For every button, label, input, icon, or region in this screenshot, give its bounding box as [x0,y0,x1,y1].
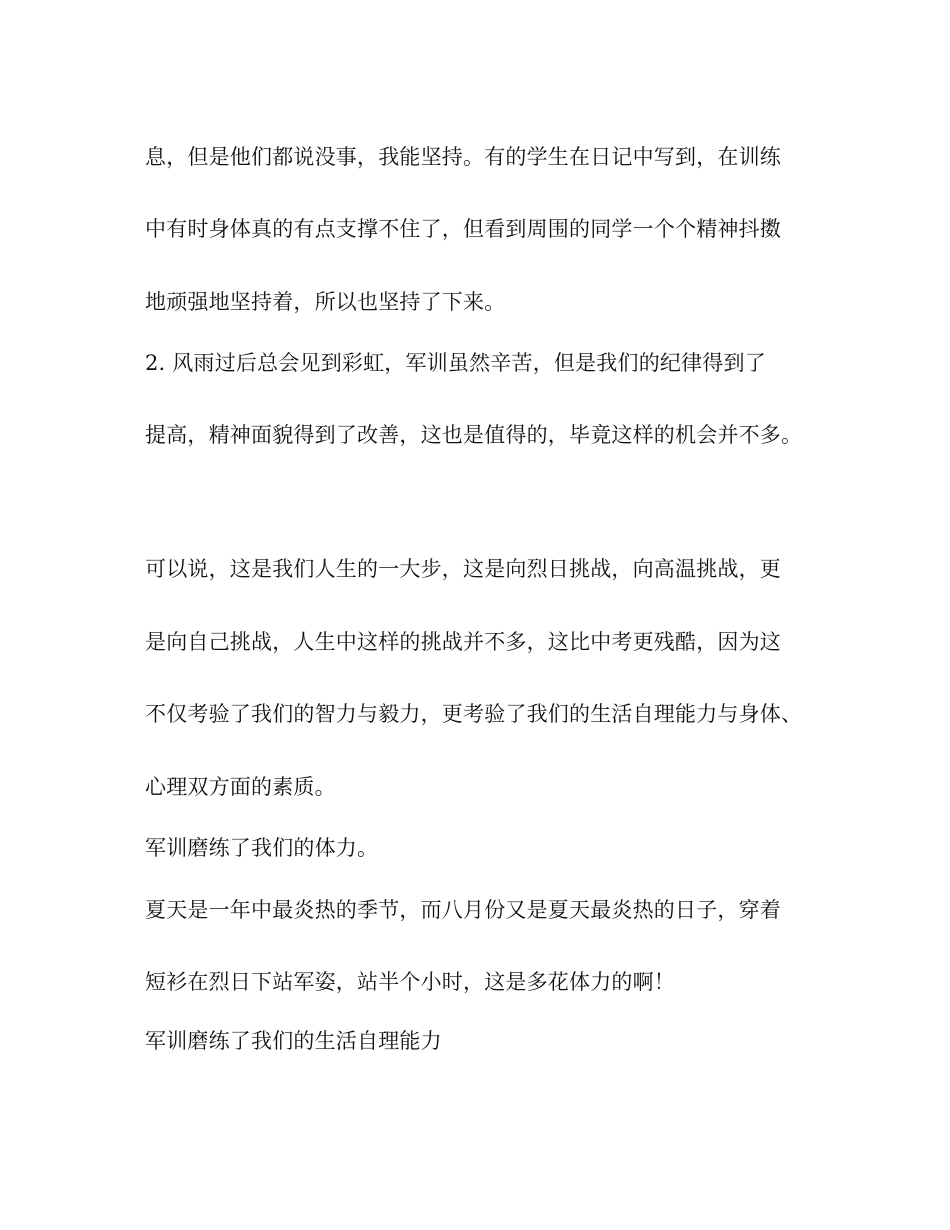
text-line: 心理双方面的素质。 [145,775,336,799]
text-line: 息，但是他们都说没事，我能坚持。有的学生在日记中写到，在训练 [145,145,781,169]
text-line: 军训磨练了我们的体力。 [145,836,379,860]
text-line: 是向自己挑战，人生中这样的挑战并不多，这比中考更残酷，因为这 [145,630,781,654]
text-line: 可以说，这是我们人生的一大步，这是向烈日挑战，向高温挑战，更 [145,557,781,581]
text-line: 夏天是一年中最炎热的季节，而八月份又是夏天最炎热的日子，穿着 [145,898,781,922]
text-line: 中有时身体真的有点支撑不住了，但看到周围的同学一个个精神抖擞 [145,217,781,241]
text-line: 提高，精神面貌得到了改善，这也是值得的，毕竟这样的机会并不多。 [145,423,803,447]
text-line: 短衫在烈日下站军姿，站半个小时，这是多花体力的啊！ [145,970,675,994]
text-line: 2. 风雨过后总会见到彩虹，军训虽然辛苦，但是我们的纪律得到了 [145,351,766,375]
text-line: 军训磨练了我们的生活自理能力 [145,1029,442,1053]
text-line: 地顽强地坚持着，所以也坚持了下来。 [145,290,506,314]
text-line: 不仅考验了我们的智力与毅力，更考验了我们的生活自理能力与身体、 [145,702,803,726]
